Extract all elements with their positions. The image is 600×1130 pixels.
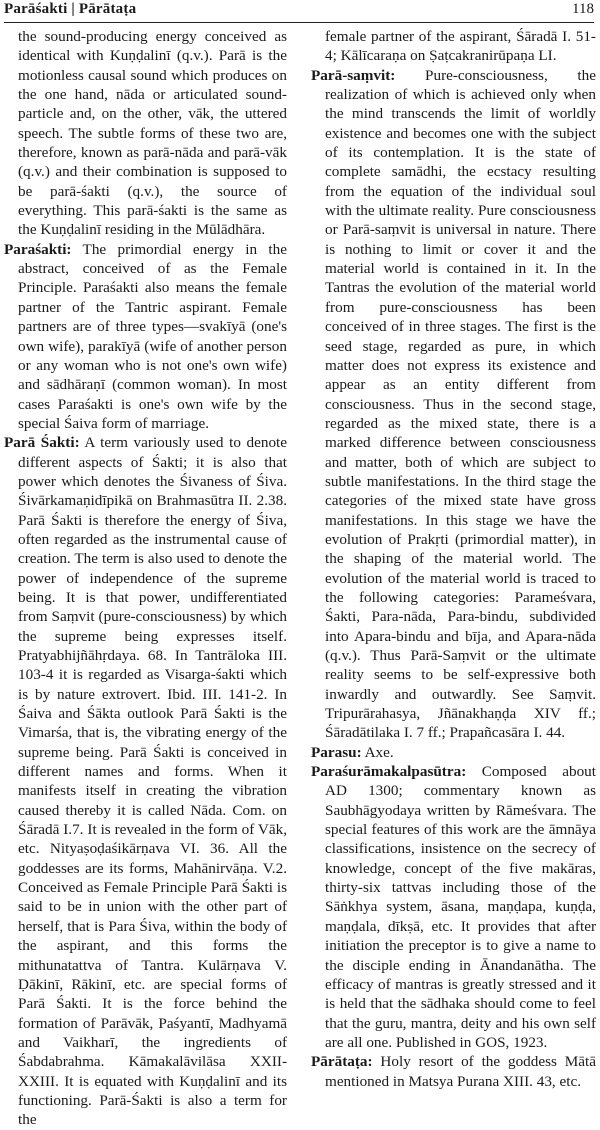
entry-parasakti — [4, 240, 287, 433]
entry-term: Paraśakti: — [4, 240, 72, 258]
entry-text: Axe. — [361, 743, 394, 761]
entry-text: Holy resort of the goddess Mātā mentioned in Matsya Purana XIII. 43, etc. — [325, 1053, 596, 1090]
page-header — [4, 0, 594, 23]
running-head: Parāśakti | Pārātaṭa — [4, 1, 137, 17]
entry-term: Parā Śakti: — [4, 434, 80, 452]
entry-para-samvit — [311, 66, 596, 743]
entry-term: Parā-saṃvit: — [311, 66, 396, 84]
right-column — [311, 27, 596, 1091]
paragraph-text: female partner of the aspirant, Śāradā I. 51-4; Kālīcaraṇa on Ṣaṭcakranirūpaṇa LI. — [325, 28, 596, 65]
entry-term: Paraśurāmakalpasūtra: — [311, 763, 467, 781]
page-number: 118 — [572, 1, 594, 17]
entry-text: A term variously used to denote different aspects of Śakti; it is also that power which denotes the Śivaness of Śiva. Śivārkamaṇidīpikā on Brahmasūtra II. 2.38. Parā Śakti is therefore the energy of Śiva, often regarded as the instrumental cause of creation. The term is also used to denote the power of independence of the supreme being. It is that power, undifferentiated from Saṃvit (pure-consciousness) by which the supreme being expresses itself. Pratyabhijñāhṛdaya. 68. In Tantrāloka III. 103-4 it is regarded as Visarga-śakti which is by nature extrovert. Ibid. III. 141-2. In Śaiva and Śākta outlook Parā Śakti is the Vimarśa, that is, the vibrating energy of the supreme being. Parā Śakti is conceived in different names and forms. When it manifests itself in creating the vibration caused thereby it is called Nāda. Com. on Śāradā I.7. It is revealed in the form of Vāk, etc. Nityaṣoḍaśikārṇava VI. 36. All the goddesses are its forms, Mahānirvāṇa. V.2. Conceived as Female Principle Parā Śakti is said to be in union with the other part of herself, that is Para Śiva, within the body of the aspirant, and this forms the mithunatattva of Tantra. Kulārṇava V. Ḍākinī, Rākinī, etc. are special forms of Parā Śakti. It is the force behind the formation of Parāvāk, Paśyantī, Madhyamā and Vaikharī, the ingredients of Śabdabrahma. Kāmakalāvilāsa XXII-XXIII. It is equated with Kuṇḍalinī and its functioning. Parā-Śakti is also a term for the — [18, 434, 288, 1129]
entry-term: Parasu: — [311, 743, 362, 761]
paragraph-text: the sound-producing energy conceived as identical with Kuṇḍalinī (q.v.). Parā is the motionless causal sound which produces on the one hand, nāda or articulated sound-particle and, on the other, vāk, the uttered speech. The subtle forms of these two are, therefore, known as parā-nāda and parā-vāk (q.v.) and their combination is supposed to be parā-śakti (q.v.), the source of everything. This parā-śakti is the same as the Kuṇḍalinī residing in the Mūlādhāra. — [18, 28, 287, 239]
entry-text: The primordial energy in the abstract, conceived of as the Female Principle. Paraśakti also means the female partner of the Tantric aspirant. Female partners are of three types—svakīyā (one's own wife), parakīyā (wife of another person or any woman who is not one's own wife) and sādhāraṇī (common woman). In most cases Paraśakti is one's own wife by the special Śaiva form of marriage. — [18, 240, 287, 432]
entry-parasu — [311, 743, 596, 762]
entry-text: Pure-consciousness, the realization of which is achieved only when the mind transcends the limit of worldly existence and becomes one with the subject of its contemplation. It is the state of complete samādhi, the ecstacy resulting from the equation of the individual soul with the ultimate reality. Pure consciousness or Parā-saṃvit is universal in nature. There is nothing to limit or cover it and the material world is contained in it. In the Tantras the evolution of the material world from pure-consciousness has been conceived of in three stages. The first is the seed stage, regarded as pure, in which matter does not express its existence and appear as an entity different from consciousness. Thus in the second stage, regarded as the mixed state, there is a marked difference between consciousness and matter, both of which are subject to subtle manifestations. In the third stage the categories of the mixed state have gross manifestations. In this stage we have the evolution of Prakṛti (primordial matter), in the shaping of the material world. The evolution of the material world is traced to the following categories: Parameśvara, Śakti, Para-nāda, Para-bindu, subdivided into Apara-bindu and bīja, and Apara-nāda (q.v.). Thus Parā-Saṃvit or the ultimate reality seems to be self-expressive both inwardly and outwardly. See Saṃvit. Tripurārahasya, Jñānakhaṇḍa XIV ff.; Śāradātilaka I. 7 ff.; Prapañcasāra I. 44. — [325, 66, 596, 742]
entry-para-sakti — [4, 433, 287, 1129]
entry-paratata — [311, 1052, 596, 1091]
continued-paragraph — [4, 27, 287, 240]
entry-parasuramakalpasutra — [311, 762, 596, 1052]
entry-text: Composed about AD 1300; commentary known as Saubhāgyodaya written by Rāmeśvara. The special features of this work are the āmnāya classifications, insistence on the secrecy of knowledge, concept of the five makāras, thirty-six tattvas including those of the Sāṅkhya system, āsana, maṇḍapa, kuṇḍa, maṇḍala, dīkṣā, etc. It provides that after initiation the preceptor is to give a name to the disciple ending in Ānandanātha. The efficacy of mantras is greatly stressed and it is held that the sādhaka should come to feel that the guru, mantra, deity and his own self are all one. Published in GOS, 1923. — [325, 763, 596, 1051]
continued-paragraph — [311, 27, 596, 66]
left-column — [4, 27, 287, 1130]
entry-term: Pārātaṭa: — [311, 1053, 373, 1071]
